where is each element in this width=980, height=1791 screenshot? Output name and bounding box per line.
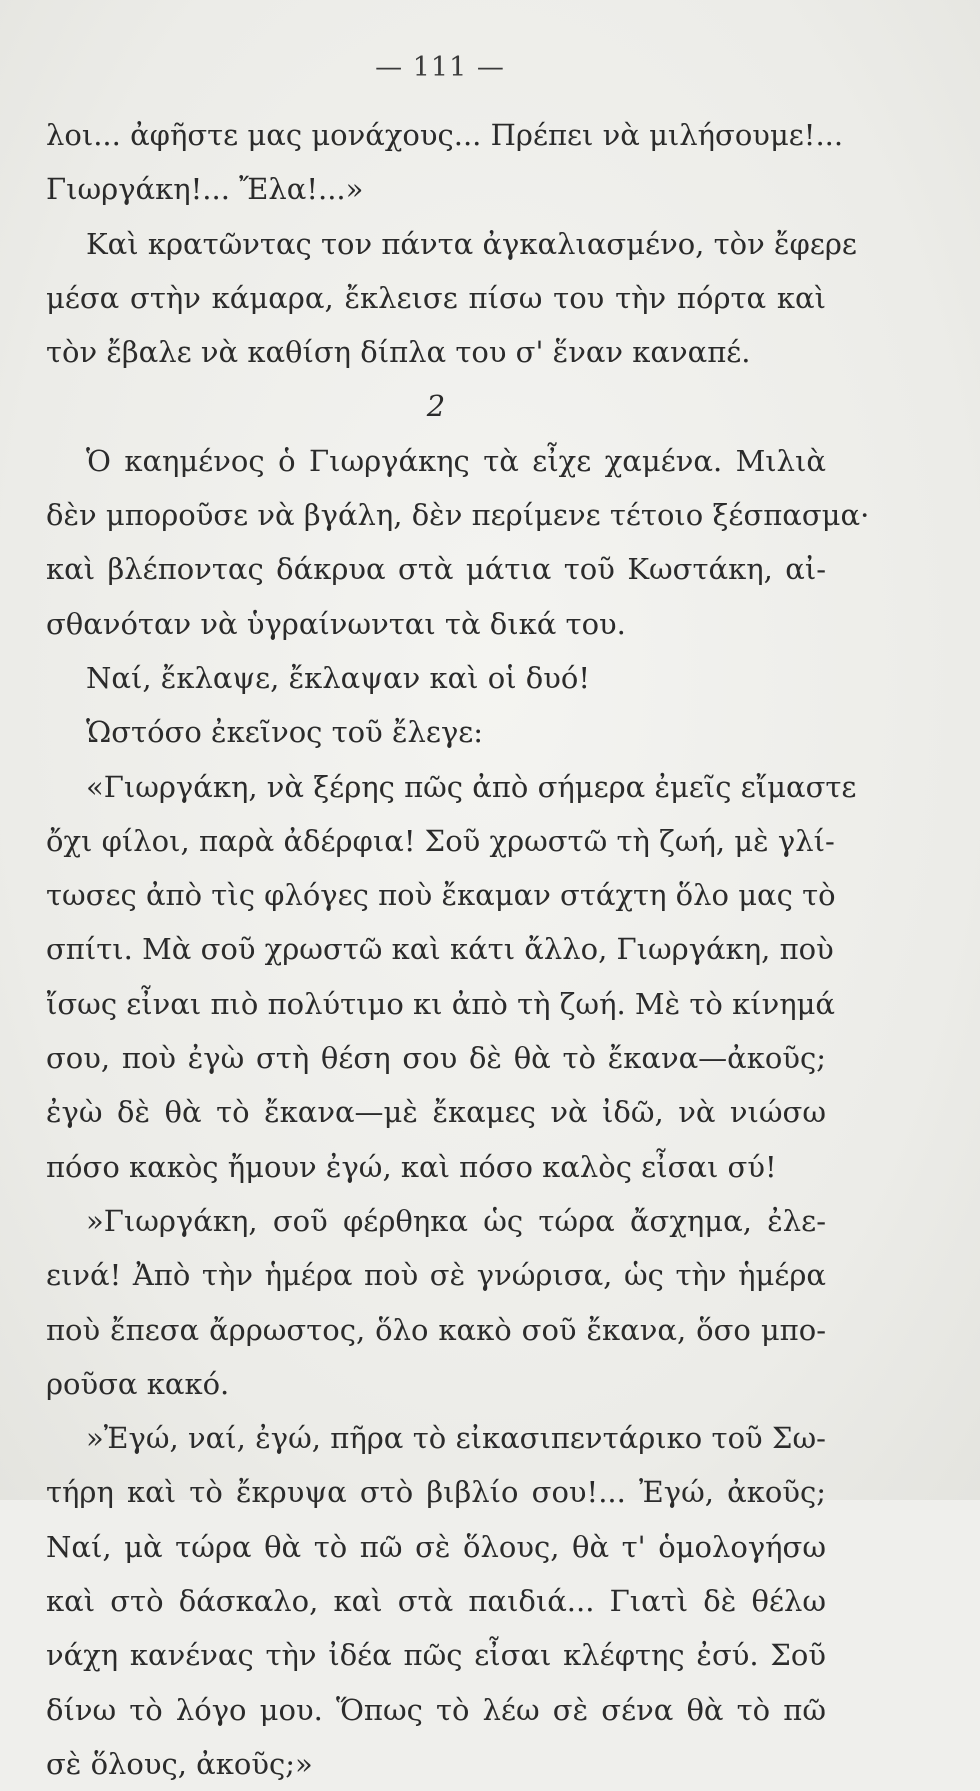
text-line: Ναί, ἔκλαψε, ἔκλαψαν καὶ οἱ δυό! <box>86 660 590 695</box>
text-line: Καὶ κρατῶντας τον πάντα ἀγκαλιασμένο, τὸν ἔφερε <box>86 226 857 261</box>
text-line: πόσο κακὸς ἤμουν ἐγώ, καὶ πόσο καλὸς εἶσαι σύ! <box>46 1149 777 1184</box>
text-line: λοι... ἀφῆστε μας μονάχους... Πρέπει νὰ μιλήσουμε!... <box>46 118 844 152</box>
body-text <box>46 108 870 1791</box>
text-line: ὄχι φίλοι, παρὰ ἀδέρφια! Σοῦ χρωστῶ τὴ ζωή, μὲ γλί- <box>46 823 835 858</box>
text-line: τήρη καὶ τὸ ἔκρυψα στὸ βιβλίο σου!... Ἐγώ, ἀκοῦς; <box>46 1475 826 1510</box>
text-line: δὲν μποροῦσε νὰ βγάλη, δὲν περίμενε τέτοιο ξέσπασμα· <box>46 498 870 533</box>
text-line: δίνω τὸ λόγο μου. Ὅπως τὸ λέω σὲ σένα θὰ τὸ πῶ <box>46 1692 826 1727</box>
text-line: »Γιωργάκη, σοῦ φέρθηκα ὡς τώρα ἄσχημα, ἐλε- <box>86 1203 826 1238</box>
text-line: ἐγὼ δὲ θὰ τὸ ἔκανα—μὲ ἔκαμες νὰ ἰδῶ, νὰ νιώσω <box>46 1095 826 1130</box>
text-line: τωσες ἀπὸ τὶς φλόγες ποὺ ἔκαμαν στάχτη ὅλο μας τὸ <box>46 878 836 913</box>
text-line: «Γιωργάκη, νὰ ξέρης πῶς ἀπὸ σήμερα ἐμεῖς εἴμαστε <box>86 769 857 804</box>
text-line: »Ἐγώ, ναί, ἐγώ, πῆρα τὸ εἰκασιπεντάρικο τοῦ Σω- <box>86 1421 826 1456</box>
text-line: σπίτι. Μὰ σοῦ χρωστῶ καὶ κάτι ἄλλο, Γιωργάκη, ποὺ <box>46 932 834 967</box>
page-number: — 111 — <box>375 52 505 83</box>
text-line: σὲ ὅλους, ἀκοῦς;» <box>46 1746 313 1781</box>
text-line: ἴσως εἶναι πιὸ πολύτιμο κι ἀπὸ τὴ ζωή. Μὲ τὸ κίνημά <box>46 986 836 1021</box>
text-line: μέσα στὴν κάμαρα, ἔκλεισε πίσω του τὴν πόρτα καὶ <box>46 280 826 315</box>
text-line: Γιωργάκη!... Ἔλα!...» <box>46 172 364 207</box>
text-line: σθανόταν νὰ ὑγραίνωνται τὰ δικά του. <box>46 606 626 641</box>
text-line: εινά! Ἀπὸ τὴν ἡμέρα ποὺ σὲ γνώρισα, ὡς τὴν ἡμέρα <box>46 1258 826 1293</box>
section-number: 2 <box>426 389 446 424</box>
text-line: καὶ στὸ δάσκαλο, καὶ στὰ παιδιά... Γιατὶ δὲ θέλω <box>46 1584 826 1619</box>
text-line: ποὺ ἔπεσα ἄρρωστος, ὅλο κακὸ σοῦ ἔκανα, ὅσο μπο- <box>46 1312 826 1347</box>
text-line: Ναί, μὰ τώρα θὰ τὸ πῶ σὲ ὅλους, θὰ τ' ὁμολογήσω <box>46 1529 826 1564</box>
text-line: Ὡστόσο ἐκεῖνος τοῦ ἔλεγε: <box>86 715 484 750</box>
text-line: σου, ποὺ ἐγὼ στὴ θέση σου δὲ θὰ τὸ ἔκανα—ἀκοῦς; <box>46 1041 826 1076</box>
text-line: ροῦσα κακό. <box>46 1366 230 1401</box>
text-line: Ὁ καημένος ὁ Γιωργάκης τὰ εἶχε χαμένα. Μιλιὰ <box>86 443 826 478</box>
text-line: καὶ βλέποντας δάκρυα στὰ μάτια τοῦ Κωστάκη, αἰ- <box>46 552 826 587</box>
text-line: νάχη κανένας τὴν ἰδέα πῶς εἶσαι κλέφτης ἐσύ. Σοῦ <box>46 1638 826 1673</box>
text-line: τὸν ἔβαλε νὰ καθίση δίπλα του σ' ἕναν καναπέ. <box>46 335 751 370</box>
